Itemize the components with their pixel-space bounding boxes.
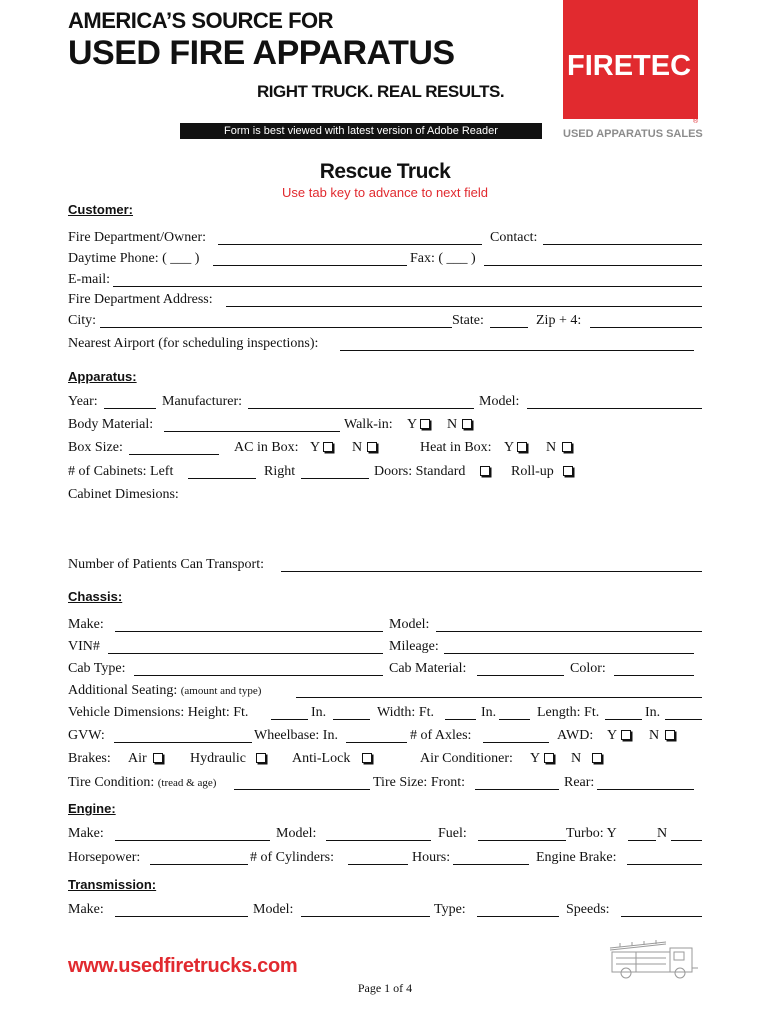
email-field[interactable] [113, 286, 702, 287]
state-label: State: [452, 313, 484, 328]
additional-seating-label: Additional Seating: (amount and type) [68, 683, 262, 698]
turbo-n-label: N [657, 826, 668, 841]
width-ft-label: Width: Ft. [377, 705, 434, 720]
doors-rollup-checkbox[interactable] [563, 466, 573, 476]
vin-field[interactable] [108, 653, 383, 654]
axles-field[interactable] [483, 742, 549, 743]
horsepower-label: Horsepower: [68, 850, 141, 865]
brakes-antilock-checkbox[interactable] [362, 753, 372, 763]
engine-brake-label: Engine Brake: [536, 850, 617, 865]
additional-seating-field[interactable] [296, 697, 702, 698]
logo-subtitle: USED APPARATUS SALES [563, 128, 703, 140]
trans-make-label: Make: [68, 902, 104, 917]
length-ft-label: Length: Ft. [537, 705, 600, 720]
contact-label: Contact: [490, 230, 538, 245]
brakes-label: Brakes: [68, 751, 111, 766]
ac-chassis-y-checkbox[interactable] [544, 753, 554, 763]
daytime-phone-field[interactable] [213, 265, 407, 266]
body-material-label: Body Material: [68, 417, 154, 432]
engine-model-label: Model: [276, 826, 317, 841]
manufacturer-label: Manufacturer: [162, 394, 243, 409]
heat-y-checkbox[interactable] [517, 442, 527, 452]
doors-rollup-label: Roll-up [511, 464, 554, 479]
city-field[interactable] [100, 327, 452, 328]
brakes-hydraulic-checkbox[interactable] [256, 753, 266, 763]
dept-owner-field[interactable] [218, 244, 482, 245]
mileage-field[interactable] [444, 653, 694, 654]
walk-in-label: Walk-in: [344, 417, 393, 432]
height-ft-field[interactable] [271, 719, 308, 720]
walk-in-y-checkbox[interactable] [420, 419, 430, 429]
airport-field[interactable] [340, 350, 694, 351]
tire-rear-field[interactable] [597, 789, 694, 790]
dept-owner-label: Fire Department/Owner: [68, 230, 207, 245]
chassis-make-label: Make: [68, 617, 104, 632]
form-hint: Use tab key to advance to next field [282, 185, 488, 200]
logo-text: FIRETEC [567, 50, 692, 82]
contact-field[interactable] [543, 244, 702, 245]
trans-type-field[interactable] [477, 916, 559, 917]
turbo-n-field[interactable] [671, 840, 702, 841]
engine-make-label: Make: [68, 826, 104, 841]
body-material-field[interactable] [164, 431, 340, 432]
cab-material-field[interactable] [477, 675, 564, 676]
ac-chassis-n-checkbox[interactable] [592, 753, 602, 763]
cabinet-dims-field[interactable] [68, 506, 702, 552]
tire-condition-label: Tire Condition: (tread & age) [68, 775, 217, 790]
awd-label: AWD: [557, 728, 594, 743]
city-label: City: [68, 313, 97, 328]
fuel-field[interactable] [478, 840, 566, 841]
patients-field[interactable] [281, 571, 702, 572]
chassis-heading: Chassis: [68, 589, 123, 604]
apparatus-heading: Apparatus: [68, 369, 137, 384]
cab-material-label: Cab Material: [389, 661, 467, 676]
tire-front-label: Tire Size: Front: [373, 775, 466, 790]
box-size-field[interactable] [129, 454, 219, 455]
doors-standard-label: Doors: Standard [374, 464, 466, 479]
form-title: Rescue Truck [319, 160, 451, 183]
cylinders-field[interactable] [348, 864, 408, 865]
axles-label: # of Axles: [410, 728, 472, 743]
awd-n-label: N [649, 728, 660, 743]
page-number: Page 1 of 4 [357, 981, 413, 995]
fax-field[interactable] [484, 265, 702, 266]
height-in-label: In. [311, 705, 327, 720]
cab-type-label: Cab Type: [68, 661, 126, 676]
heat-y-label: Y [504, 440, 515, 455]
registered-mark: ® [693, 118, 699, 125]
length-ft-field[interactable] [605, 719, 642, 720]
horsepower-field[interactable] [150, 864, 248, 865]
trans-make-field[interactable] [115, 916, 248, 917]
gvw-field[interactable] [114, 742, 252, 743]
daytime-phone-label: Daytime Phone: ( ___ ) [68, 251, 200, 266]
brakes-hydraulic-label: Hydraulic [190, 751, 246, 766]
cabinet-dims-label: Cabinet Dimesions: [68, 487, 179, 502]
website-link[interactable]: www.usedfiretrucks.com [68, 955, 298, 977]
walk-in-n-checkbox[interactable] [462, 419, 472, 429]
color-label: Color: [570, 661, 606, 676]
length-in-field[interactable] [665, 719, 702, 720]
engine-brake-field[interactable] [627, 864, 702, 865]
tire-rear-label: Rear: [564, 775, 595, 790]
year-label: Year: [68, 394, 98, 409]
box-size-label: Box Size: [68, 440, 123, 455]
year-field[interactable] [104, 408, 156, 409]
mileage-label: Mileage: [389, 639, 439, 654]
hours-label: Hours: [412, 850, 451, 865]
engine-model-field[interactable] [326, 840, 431, 841]
zip-field[interactable] [590, 327, 702, 328]
brakes-antilock-label: Anti-Lock [292, 751, 351, 766]
wheelbase-label: Wheelbase: In. [254, 728, 338, 743]
patients-label: Number of Patients Can Transport: [68, 557, 264, 572]
heat-n-checkbox[interactable] [562, 442, 572, 452]
trans-model-field[interactable] [301, 916, 430, 917]
awd-y-checkbox[interactable] [621, 730, 631, 740]
cylinders-label: # of Cylinders: [250, 850, 334, 865]
heat-n-label: N [546, 440, 557, 455]
vin-label: VIN# [68, 639, 100, 654]
header-line1: AMERICA’S SOURCE FOR [68, 8, 334, 33]
address-label: Fire Department Address: [68, 292, 213, 307]
doors-standard-checkbox[interactable] [480, 466, 490, 476]
speeds-label: Speeds: [566, 902, 610, 917]
awd-n-checkbox[interactable] [665, 730, 675, 740]
walk-in-n-label: N [447, 417, 458, 432]
ac-in-box-label: AC in Box: [234, 440, 299, 455]
ac-y-label: Y [310, 440, 321, 455]
address-field[interactable] [226, 306, 702, 307]
transmission-heading: Transmission: [68, 877, 157, 892]
speeds-field[interactable] [621, 916, 702, 917]
turbo-y-label: Turbo: Y [566, 826, 617, 841]
width-in-field[interactable] [499, 719, 530, 720]
fire-truck-icon [606, 938, 704, 980]
chassis-make-field[interactable] [115, 631, 383, 632]
tire-condition-field[interactable] [234, 789, 370, 790]
model-label: Model: [479, 394, 520, 409]
brakes-air-checkbox[interactable] [153, 753, 163, 763]
chassis-model-label: Model: [389, 617, 430, 632]
heat-in-box-label: Heat in Box: [420, 440, 492, 455]
tire-front-field[interactable] [475, 789, 559, 790]
width-in-label: In. [481, 705, 497, 720]
color-field[interactable] [614, 675, 694, 676]
width-ft-field[interactable] [445, 719, 476, 720]
customer-heading: Customer: [68, 202, 134, 217]
height-in-field[interactable] [333, 719, 370, 720]
adobe-banner: Form is best viewed with latest version of Adobe Reader [180, 123, 542, 139]
length-in-label: In. [645, 705, 661, 720]
engine-heading: Engine: [68, 801, 116, 816]
header-line2: USED FIRE APPARATUS [68, 34, 455, 72]
zip-label: Zip + 4: [536, 313, 582, 328]
ac-n-checkbox[interactable] [367, 442, 377, 452]
ac-chassis-y-label: Y [530, 751, 541, 766]
cabinets-right-label: Right [264, 464, 296, 479]
ac-y-checkbox[interactable] [323, 442, 333, 452]
gvw-label: GVW: [68, 728, 105, 743]
manufacturer-field[interactable] [248, 408, 474, 409]
cab-type-field[interactable] [134, 675, 383, 676]
state-field[interactable] [490, 327, 528, 328]
trans-type-label: Type: [434, 902, 466, 917]
cabinets-left-label: # of Cabinets: Left [68, 464, 174, 479]
cabinets-left-field[interactable] [188, 478, 256, 479]
tagline: RIGHT TRUCK. REAL RESULTS. [257, 82, 505, 101]
height-ft-label: Vehicle Dimensions: Height: Ft. [68, 705, 249, 720]
ac-n-label: N [352, 440, 363, 455]
chassis-model-field[interactable] [436, 631, 702, 632]
hours-field[interactable] [453, 864, 529, 865]
email-label: E-mail: [68, 272, 110, 287]
model-field[interactable] [527, 408, 702, 409]
cabinets-right-field[interactable] [301, 478, 369, 479]
air-conditioner-label: Air Conditioner: [420, 751, 513, 766]
wheelbase-field[interactable] [346, 742, 407, 743]
walk-in-y-label: Y [407, 417, 418, 432]
turbo-y-field[interactable] [628, 840, 656, 841]
fuel-label: Fuel: [438, 826, 467, 841]
awd-y-label: Y [607, 728, 618, 743]
fax-label: Fax: ( ___ ) [410, 251, 476, 266]
brakes-air-label: Air [128, 751, 147, 766]
airport-label: Nearest Airport (for scheduling inspections): [68, 336, 319, 351]
trans-model-label: Model: [253, 902, 294, 917]
ac-chassis-n-label: N [571, 751, 582, 766]
engine-make-field[interactable] [115, 840, 270, 841]
